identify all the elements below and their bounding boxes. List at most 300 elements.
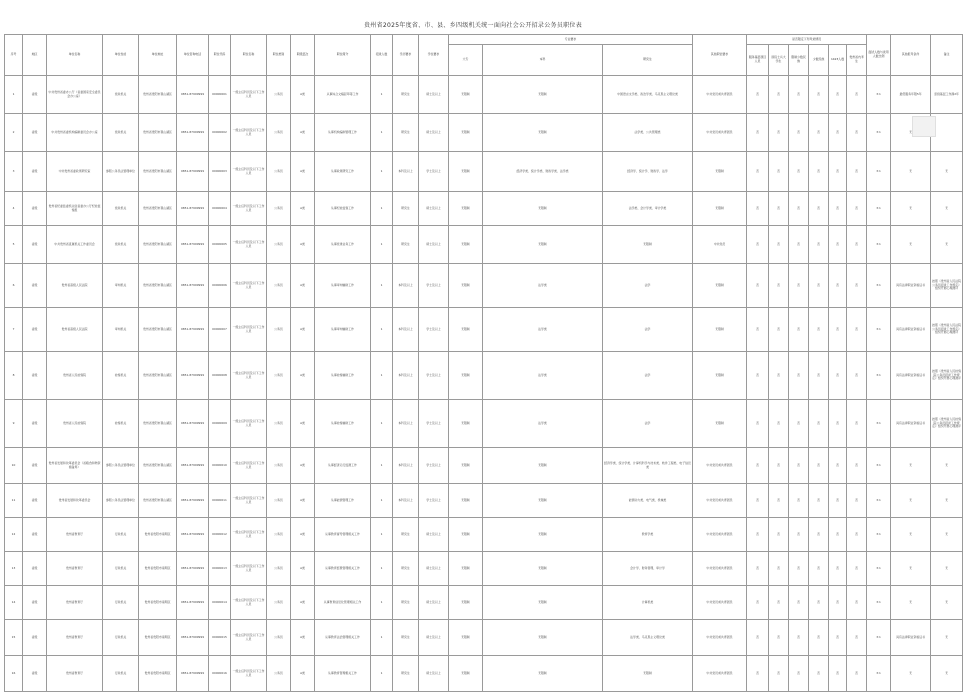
cell-phone: 0851-87999999 (177, 264, 209, 308)
cell-ethnic: 否 (809, 448, 829, 484)
cell-category: 公务员 (267, 448, 291, 484)
cell-spec-college: 无限制 (449, 620, 483, 656)
cell-conditions: 具有法律职业资格证书 (891, 620, 931, 656)
cell-degree: 学士及以上 (419, 484, 449, 518)
cell-veteran: 否 (769, 448, 789, 484)
cell-education: 研究生 (393, 552, 419, 586)
cell-ratio: 3:1 (867, 484, 891, 518)
cell-ethnic-limit: 否 (789, 620, 809, 656)
cell-count: 1 (371, 226, 393, 264)
cell-level: A类 (291, 264, 315, 308)
cell-level: A类 (291, 484, 315, 518)
cell-spec-graduate: 教育学类 (603, 518, 693, 552)
header-grassroots: 服务基层项目人员 (747, 45, 769, 76)
cell-conditions: 无 (891, 586, 931, 620)
cell-nature: 党政机关 (103, 226, 139, 264)
cell-level: A类 (291, 114, 315, 152)
cell-unit: 贵州省纪委监委机关驻省委办公厅纪检监察组 (47, 192, 103, 226)
cell-address: 贵州省贵阳市观山湖区 (139, 114, 177, 152)
cell-spec-college: 无限制 (449, 518, 483, 552)
cell-level: A类 (291, 308, 315, 352)
cell-code: 00000007 (209, 308, 231, 352)
cell-description: 从事党建业务工作 (315, 226, 371, 264)
table-row (5, 448, 963, 484)
header-no: 序号 (5, 35, 23, 76)
cell-ethnic: 否 (809, 352, 829, 400)
cell-category: 公务员 (267, 226, 291, 264)
cell-region: 省级 (23, 448, 47, 484)
cell-unit: 贵州省教育厅 (47, 552, 103, 586)
cell-conditions: 最低服务年限5年 (891, 76, 931, 114)
cell-other-requirements: 中共党员或共青团员 (693, 518, 747, 552)
table-row (5, 400, 963, 448)
cell-description: 从事政策研究工作 (315, 152, 371, 192)
cell-phone: 0851-87999999 (177, 152, 209, 192)
cell-unit: 中共贵州省直属机关工作委员会 (47, 226, 103, 264)
cell-ethnic-limit: 否 (789, 400, 809, 448)
cell-spec-college: 无限制 (449, 192, 483, 226)
header-spec-bachelor: 本科 (483, 45, 603, 76)
cell-no: 5 (5, 226, 23, 264)
cell-1423: 否 (829, 656, 847, 692)
cell-1423: 否 (829, 308, 847, 352)
cell-code: 00000016 (209, 656, 231, 692)
header-category: 职位类别 (267, 35, 291, 76)
cell-spec-college: 无限制 (449, 76, 483, 114)
cell-education: 研究生 (393, 620, 419, 656)
cell-local: 否 (847, 484, 867, 518)
cell-conditions: 无 (891, 152, 931, 192)
cell-spec-bachelor: 无限制 (483, 114, 603, 152)
cell-no: 8 (5, 352, 23, 400)
cell-category: 公务员 (267, 114, 291, 152)
cell-local: 否 (847, 552, 867, 586)
cell-spec-college: 无限制 (449, 352, 483, 400)
cell-spec-college: 无限制 (449, 484, 483, 518)
cell-category: 公务员 (267, 656, 291, 692)
cell-spec-graduate: 法学 (603, 352, 693, 400)
cell-region: 省级 (23, 226, 47, 264)
cell-level: A类 (291, 352, 315, 400)
cell-conditions: 具有法律职业资格证书 (891, 308, 931, 352)
cell-spec-bachelor: 法学类 (483, 352, 603, 400)
cell-position: 一级主任科员及以下工作人员 (231, 656, 267, 692)
table-row (5, 114, 963, 152)
cell-position: 一级主任科员及以下工作人员 (231, 192, 267, 226)
cell-veteran: 否 (769, 400, 789, 448)
table-row (5, 656, 963, 692)
cell-position: 一级主任科员及以下工作人员 (231, 518, 267, 552)
cell-level: A类 (291, 656, 315, 692)
table-row (5, 264, 963, 308)
header-ratio: 面试人数与录用人数比例 (867, 35, 891, 76)
cell-remarks: 无 (931, 586, 963, 620)
cell-other-requirements: 中共党员或共青团员 (693, 114, 747, 152)
cell-spec-college: 无限制 (449, 226, 483, 264)
cell-1423: 否 (829, 114, 847, 152)
cell-veteran: 否 (769, 656, 789, 692)
cell-no: 6 (5, 264, 23, 308)
cell-ethnic: 否 (809, 620, 829, 656)
cell-region: 省级 (23, 114, 47, 152)
cell-spec-bachelor: 法学类 (483, 308, 603, 352)
cell-other-requirements: 无限制 (693, 400, 747, 448)
cell-description: 从事教育经费管理相关工作 (315, 552, 371, 586)
cell-address: 贵州省贵阳市观山湖区 (139, 76, 177, 114)
cell-nature: 党政机关 (103, 114, 139, 152)
header-description: 职位简介 (315, 35, 371, 76)
cell-category: 公务员 (267, 192, 291, 226)
cell-description: 从事教育信息化管理相关工作 (315, 586, 371, 620)
cell-education: 本科及以上 (393, 264, 419, 308)
cell-count: 1 (371, 152, 393, 192)
cell-level: A类 (291, 552, 315, 586)
cell-level: A类 (291, 448, 315, 484)
cell-ethnic: 否 (809, 400, 829, 448)
cell-grassroots: 否 (747, 586, 769, 620)
cell-category: 公务员 (267, 620, 291, 656)
cell-region: 省级 (23, 518, 47, 552)
cell-other-requirements: 中共党员或共青团员 (693, 620, 747, 656)
cell-region: 省级 (23, 152, 47, 192)
cell-spec-college: 无限制 (449, 114, 483, 152)
cell-1423: 否 (829, 484, 847, 518)
header-remarks: 备注 (931, 35, 963, 76)
cell-grassroots: 否 (747, 114, 769, 152)
cell-count: 1 (371, 448, 393, 484)
cell-spec-graduate: 法学类、会计学类、审计学类 (603, 192, 693, 226)
cell-education: 研究生 (393, 226, 419, 264)
cell-description: 从事机构编制管理工作 (315, 114, 371, 152)
cell-description: 从事检察辅助工作 (315, 400, 371, 448)
cell-description: 从事教育管理相关工作 (315, 656, 371, 692)
cell-level: A类 (291, 226, 315, 264)
cell-no: 7 (5, 308, 23, 352)
cell-address: 贵州省贵阳市南明区 (139, 518, 177, 552)
cell-level: A类 (291, 586, 315, 620)
cell-phone: 0851-87999999 (177, 76, 209, 114)
cell-grassroots: 否 (747, 192, 769, 226)
cell-unit: 贵州省发展和改革委员会 (47, 484, 103, 518)
cell-degree: 硕士及以上 (419, 76, 449, 114)
cell-grassroots: 否 (747, 76, 769, 114)
cell-code: 00000013 (209, 552, 231, 586)
cell-spec-college: 无限制 (449, 552, 483, 586)
cell-education: 本科及以上 (393, 352, 419, 400)
cell-count: 1 (371, 484, 393, 518)
cell-phone: 0851-87999999 (177, 308, 209, 352)
cell-ethnic: 否 (809, 264, 829, 308)
cell-spec-graduate: 经济学、统计学、财政学、法学 (603, 152, 693, 192)
cell-degree: 学士及以上 (419, 152, 449, 192)
cell-address: 贵州省贵阳市观山湖区 (139, 152, 177, 192)
cell-nature: 行政机关 (103, 656, 139, 692)
cell-veteran: 否 (769, 308, 789, 352)
cell-ratio: 3:1 (867, 656, 891, 692)
cell-local: 否 (847, 400, 867, 448)
cell-code: 00000003 (209, 152, 231, 192)
cell-spec-graduate: 无限制 (603, 656, 693, 692)
cell-1423: 否 (829, 152, 847, 192)
header-spec-graduate: 研究生 (603, 45, 693, 76)
cell-code: 00000006 (209, 264, 231, 308)
cell-remarks: 无 (931, 518, 963, 552)
cell-veteran: 否 (769, 114, 789, 152)
cell-count: 1 (371, 518, 393, 552)
header-count: 招录人数 (371, 35, 393, 76)
cell-unit: 贵州省人民检察院 (47, 352, 103, 400)
cell-conditions: 无 (891, 484, 931, 518)
cell-no: 4 (5, 192, 23, 226)
cell-no: 12 (5, 518, 23, 552)
cell-local: 否 (847, 226, 867, 264)
cell-unit: 中共贵州省委政策研究室 (47, 152, 103, 192)
cell-description: 从事纪检监察工作 (315, 192, 371, 226)
blank-patch (912, 116, 936, 137)
cell-address: 贵州省贵阳市南明区 (139, 656, 177, 692)
cell-nature: 参照公务员法管理单位 (103, 448, 139, 484)
cell-no: 16 (5, 656, 23, 692)
cell-no: 3 (5, 152, 23, 192)
cell-ratio: 3:1 (867, 264, 891, 308)
cell-nature: 行政机关 (103, 586, 139, 620)
recruitment-table (4, 34, 963, 692)
cell-ethnic: 否 (809, 76, 829, 114)
cell-region: 省级 (23, 484, 47, 518)
table-row (5, 586, 963, 620)
cell-count: 1 (371, 264, 393, 308)
cell-remarks: 无 (931, 484, 963, 518)
header-unit: 单位名称 (47, 35, 103, 76)
cell-remarks: 无 (931, 620, 963, 656)
cell-1423: 否 (829, 400, 847, 448)
cell-no: 9 (5, 400, 23, 448)
header-row-top (5, 35, 963, 45)
cell-category: 公务员 (267, 152, 291, 192)
cell-no: 14 (5, 586, 23, 620)
cell-remarks: 按照《贵州省人民检察院公务员招录工作规定》组织开展心理测评 (931, 352, 963, 400)
cell-spec-bachelor: 无限制 (483, 192, 603, 226)
cell-degree: 学士及以上 (419, 352, 449, 400)
cell-description: 从事审判辅助工作 (315, 308, 371, 352)
table-row (5, 308, 963, 352)
cell-1423: 否 (829, 226, 847, 264)
header-level: 职级层次 (291, 35, 315, 76)
cell-conditions: 无 (891, 552, 931, 586)
cell-count: 1 (371, 620, 393, 656)
cell-grassroots: 否 (747, 226, 769, 264)
cell-spec-graduate: 中国语言文学类、政治学类、马克思主义理论类 (603, 76, 693, 114)
cell-region: 省级 (23, 192, 47, 226)
cell-ethnic: 否 (809, 226, 829, 264)
cell-address: 贵州省贵阳市观山湖区 (139, 308, 177, 352)
cell-local: 否 (847, 76, 867, 114)
cell-local: 否 (847, 308, 867, 352)
cell-address: 贵州省贵阳市南明区 (139, 620, 177, 656)
cell-phone: 0851-87999999 (177, 400, 209, 448)
cell-count: 1 (371, 552, 393, 586)
cell-spec-bachelor: 无限制 (483, 484, 603, 518)
cell-region: 省级 (23, 620, 47, 656)
cell-ethnic-limit: 否 (789, 226, 809, 264)
cell-phone: 0851-87999999 (177, 586, 209, 620)
cell-count: 1 (371, 656, 393, 692)
cell-address: 贵州省贵阳市南明区 (139, 586, 177, 620)
cell-education: 本科及以上 (393, 400, 419, 448)
cell-1423: 否 (829, 518, 847, 552)
header-education: 学历要求 (393, 35, 419, 76)
cell-spec-bachelor: 法学类 (483, 264, 603, 308)
cell-category: 公务员 (267, 400, 291, 448)
cell-1423: 否 (829, 76, 847, 114)
cell-position: 一级主任科员及以下工作人员 (231, 448, 267, 484)
cell-ratio: 3:1 (867, 114, 891, 152)
document-title: 贵州省2025年度省、市、县、乡四级机关统一面向社会公开招录公务员职位表 (363, 22, 583, 29)
cell-other-requirements: 无限制 (693, 264, 747, 308)
cell-spec-graduate: 计算机类 (603, 586, 693, 620)
cell-local: 否 (847, 352, 867, 400)
cell-ethnic-limit: 否 (789, 552, 809, 586)
cell-degree: 学士及以上 (419, 308, 449, 352)
cell-ethnic: 否 (809, 656, 829, 692)
cell-description: 从事检察辅助工作 (315, 352, 371, 400)
cell-degree: 硕士及以上 (419, 586, 449, 620)
cell-education: 研究生 (393, 114, 419, 152)
cell-position: 一级主任科员及以下工作人员 (231, 76, 267, 114)
cell-ethnic-limit: 否 (789, 586, 809, 620)
cell-no: 15 (5, 620, 23, 656)
cell-remarks: 按照《贵州省人民法院公务员招录工作规定》组织开展心理测评 (931, 308, 963, 352)
cell-spec-bachelor: 无限制 (483, 76, 603, 114)
cell-ratio: 3:1 (867, 76, 891, 114)
cell-level: A类 (291, 400, 315, 448)
cell-code: 00000012 (209, 518, 231, 552)
cell-other-requirements: 中共党员或共青团员 (693, 484, 747, 518)
cell-ethnic: 否 (809, 484, 829, 518)
cell-unit: 贵州省教育厅 (47, 586, 103, 620)
cell-degree: 硕士及以上 (419, 656, 449, 692)
cell-veteran: 否 (769, 264, 789, 308)
cell-spec-bachelor: 无限制 (483, 656, 603, 692)
cell-position: 一级主任科员及以下工作人员 (231, 352, 267, 400)
cell-category: 公务员 (267, 484, 291, 518)
cell-local: 否 (847, 620, 867, 656)
cell-spec-graduate: 法学类、马克思主义理论类 (603, 620, 693, 656)
cell-spec-bachelor: 经济学类、统计学类、财政学类、法学类 (483, 152, 603, 192)
cell-count: 1 (371, 76, 393, 114)
cell-description: 从事综合文稿起草等工作 (315, 76, 371, 114)
cell-category: 公务员 (267, 552, 291, 586)
cell-ethnic-limit: 否 (789, 192, 809, 226)
cell-count: 1 (371, 192, 393, 226)
cell-spec-graduate: 能源动力类、电气类、机械类 (603, 484, 693, 518)
cell-count: 1 (371, 114, 393, 152)
cell-unit: 贵州省教育厅 (47, 656, 103, 692)
cell-education: 本科及以上 (393, 152, 419, 192)
cell-address: 贵州省贵阳市观山湖区 (139, 448, 177, 484)
cell-veteran: 否 (769, 76, 789, 114)
cell-level: A类 (291, 76, 315, 114)
cell-ethnic: 否 (809, 152, 829, 192)
cell-grassroots: 否 (747, 552, 769, 586)
table-row (5, 518, 963, 552)
cell-1423: 否 (829, 620, 847, 656)
cell-level: A类 (291, 518, 315, 552)
header-veteran: 退役士兵大学生 (769, 45, 789, 76)
cell-local: 否 (847, 114, 867, 152)
cell-spec-college: 无限制 (449, 152, 483, 192)
cell-region: 省级 (23, 264, 47, 308)
cell-position: 一级主任科员及以下工作人员 (231, 114, 267, 152)
cell-description: 从事审判辅助工作 (315, 264, 371, 308)
cell-spec-college: 无限制 (449, 264, 483, 308)
cell-remarks: 无 (931, 152, 963, 192)
cell-conditions: 具有法律职业资格证书 (891, 264, 931, 308)
cell-local: 否 (847, 518, 867, 552)
cell-ethnic-limit: 否 (789, 76, 809, 114)
cell-remarks: 按照《贵州省人民检察院公务员招录工作规定》组织开展心理测评 (931, 400, 963, 448)
cell-position: 一级主任科员及以下工作人员 (231, 552, 267, 586)
cell-ratio: 3:1 (867, 308, 891, 352)
cell-degree: 学士及以上 (419, 400, 449, 448)
cell-code: 00000010 (209, 448, 231, 484)
cell-region: 省级 (23, 656, 47, 692)
cell-code: 00000009 (209, 400, 231, 448)
cell-position: 一级主任科员及以下工作人员 (231, 620, 267, 656)
cell-description: 从事能源管理工作 (315, 484, 371, 518)
cell-veteran: 否 (769, 552, 789, 586)
cell-remarks: 无 (931, 226, 963, 264)
cell-level: A类 (291, 620, 315, 656)
cell-ratio: 3:1 (867, 152, 891, 192)
cell-description: 从事教育督导管理相关工作 (315, 518, 371, 552)
header-position: 职位名称 (231, 35, 267, 76)
header-ethnic: 少数民族 (809, 45, 829, 76)
cell-ethnic-limit: 否 (789, 114, 809, 152)
cell-spec-bachelor: 无限制 (483, 448, 603, 484)
cell-spec-graduate: 会计学、财务管理、审计学 (603, 552, 693, 586)
cell-no: 10 (5, 448, 23, 484)
cell-no: 1 (5, 76, 23, 114)
cell-other-requirements: 中共党员 (693, 226, 747, 264)
cell-phone: 0851-87999999 (177, 484, 209, 518)
cell-phone: 0851-87999999 (177, 620, 209, 656)
cell-nature: 审判机关 (103, 264, 139, 308)
cell-ratio: 3:1 (867, 518, 891, 552)
cell-veteran: 否 (769, 484, 789, 518)
cell-degree: 学士及以上 (419, 264, 449, 308)
cell-code: 00000011 (209, 484, 231, 518)
cell-ethnic: 否 (809, 308, 829, 352)
header-ethnic-limit: 限制少数民族 (789, 45, 809, 76)
cell-spec-graduate: 经济学类、统计学类、计算机科学与技术类、软件工程类、电子信息类 (603, 448, 693, 484)
cell-degree: 硕士及以上 (419, 192, 449, 226)
cell-other-requirements: 中共党员或共青团员 (693, 76, 747, 114)
cell-address: 贵州省贵阳市南明区 (139, 552, 177, 586)
cell-address: 贵州省贵阳市观山湖区 (139, 264, 177, 308)
cell-conditions: 无 (891, 226, 931, 264)
cell-category: 公务员 (267, 76, 291, 114)
cell-other-requirements: 中共党员或共青团员 (693, 586, 747, 620)
cell-degree: 硕士及以上 (419, 518, 449, 552)
cell-conditions: 无 (891, 518, 931, 552)
cell-ethnic: 否 (809, 518, 829, 552)
cell-local: 否 (847, 656, 867, 692)
table-body (5, 76, 963, 692)
cell-education: 研究生 (393, 518, 419, 552)
cell-local: 否 (847, 264, 867, 308)
cell-spec-graduate: 无限制 (603, 226, 693, 264)
